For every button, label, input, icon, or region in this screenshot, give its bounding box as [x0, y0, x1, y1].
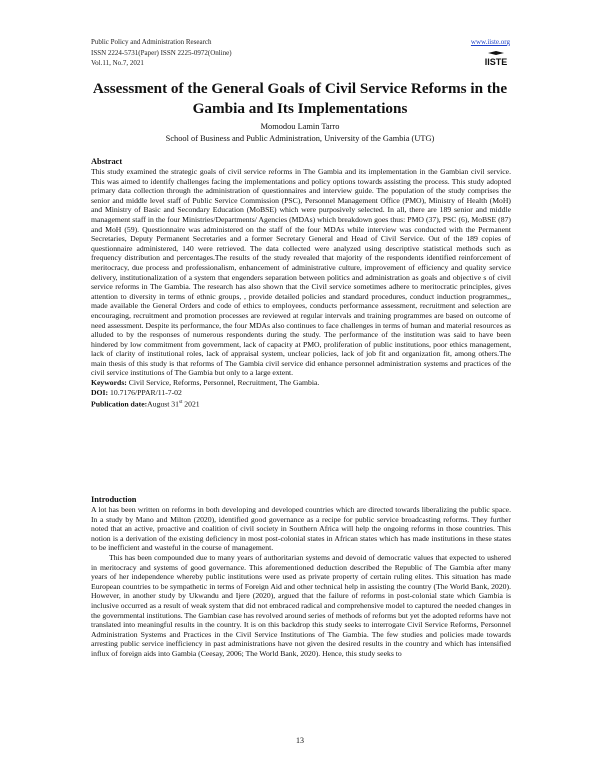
logo-text: IISTE [484, 57, 508, 67]
page-number: 13 [296, 736, 304, 745]
iiste-logo-icon [482, 51, 510, 67]
doi-label: DOI: [91, 387, 109, 397]
title-line-2: Gambia and Its Implementations [192, 100, 408, 117]
journal-name: Public Policy and Administration Research [91, 38, 212, 46]
doi-value[interactable]: 10.7176/PPAR/11-7-02 [108, 387, 182, 397]
introduction-paragraph-1: A lot has been written on reforms in both developing and developed countries which are directed towards liberalizing the public space. In a study by Mano and Milton (2020), identified good governance as a recipe for public service broadcasting reforms. They further noted that an active, proactive and coalition of civil society in Southern Africa will help the ongoing reforms in those countries. This notion is a derivation of the existing deficiency in most post-colonial states in African states which has made institutions in these states to be inefficient and wasteful in the course of management. [91, 505, 511, 553]
keywords-line [91, 378, 511, 388]
publication-date-line [91, 398, 511, 409]
volume-line: Vol.11, No.7, 2021 [91, 59, 144, 67]
website-link[interactable]: www.iiste.org [470, 38, 510, 46]
title-line-1: Assessment of the General Goals of Civil Service Reforms in the [92, 80, 508, 97]
paper-title [80, 79, 520, 119]
abstract-heading: Abstract [91, 157, 123, 166]
keywords-value: Civil Service, Reforms, Personnel, Recruitment, The Gambia. [126, 378, 320, 388]
abstract-section [91, 157, 511, 409]
publication-date-label: Publication date: [91, 399, 148, 409]
issn-line: ISSN 2224-5731(Paper) ISSN 2225-0972(Online) [91, 48, 232, 57]
introduction-paragraph-2: This has been compounded due to many years of authoritarian systems and devoid of democratic values that expected to ushered in meritocracy and systems of good governance. This aforementioned deduction described the Republic of The Gambia after many years of her independence whereby public institutions were used as private property of certain ruling elites. This situation has made European countries to be sympathetic in terms of Foreign Aid and other technical help in assisting the country (The World Bank, 2020). However, in another study by Ukwandu and Ijere (2020), argued that the failure of reforms in post-colonial state which Gambia is inclusive occurred as a result of weak system that did not embraced radical and comprehensive model to captured the needed changes in the governmental institutions. The Gambian case has revolved around series of methods of reforms but yet the adopted reforms have not translated into meaningful results in the country. It is on this backdrop this study seeks to interrogate Civil Service Reforms, Personnel Administration Systems and Practices in the Civil Service Institutions of The Gambia. The few studies and policies made towards arresting public service inefficiency in past administrations have not given the desired results in the country and which has intensified influx of foreign aids into Gambia (Ceesay, 2006; The World Bank, 2020). Hence, this study seeks to [91, 552, 511, 658]
abstract-text: This study examined the strategic goals of civil service reforms in The Gambia and its implementation in the Gambian civil service. This was aimed to identify challenges facing the implementations and policy options towards assisting the process. This study adopted primary data collection through the administration of questionnaires and interview guide. The population of the study comprises the senior and middle level staff of Public Service Commission (PSC), Personnel Management Office (PMO), Ministry of Health (MoH) and Ministry of Basic and Secondary Education (MoBSE) which were purposively selected. In all, there are 189 senior and middle management staff in the four Ministries/Departments/ Agencies (MDAs) which breakdown goes thus: PMO (37), PSC (6), MoBSE (87) and MoH (59). Questionnaire was administered on the staff of the four MDAs while interview was conducted with the Permanent Secretaries, Deputy Permanent Secretaries and a former Secretary General and Head of Civil Service. Out of the 189 copies of questionnaire administered, 140 were retrieved. The data collected were analyzed using descriptive statistical methods such as frequency distribution and percentages.The results of the study revealed that majority of the respondents identified reinforcement of meritocracy, due process and professionalism, enhancement of administrative culture, improvement of efficiency and quality service delivery, institutionalization of a system that engenders separation between politics and administration as goals and objective s of civil service reforms in The Gambia. The research has also shown that the Civil service sometimes adhere to meritocratic principles, gives attention to diversity in terms of ethnic groups, , provide detailed policies and standard procedures, conduct induction programmes,, made available the General Orders and code of ethics to employees, conducts performance assessment, recruitment and selection are encouraging, recruitment and promotion processes are reviewed at regular intervals and training programmes are based on outcome of need assessment. Despite its performance, the four MDAs also continues to face challenges in terms of human and material resources as alluded to by the responses of numerous respondents during the study. The performance of the institution was said to have been hindered by low commitment from government, lack of capacity at PMO, proliferation of public institutions, poor ethics management, lack of clarity of institutional roles, lack of appraisal system, unclear policies, lack of job fit and organization fit, among others.The main thesis of this study is that reforms of The Gambia civil service did enhance personnel administration systems and practices of the civil service institutions of The Gambia but only to a large extent. [91, 167, 511, 378]
introduction-heading: Introduction [91, 495, 137, 504]
introduction-section [91, 495, 511, 659]
journal-header [91, 37, 232, 69]
doi-line [91, 388, 511, 398]
keywords-label: Keywords: [91, 378, 127, 388]
publication-date-value: August 31 [147, 399, 179, 409]
author-block [80, 121, 520, 145]
journal-website-block [471, 37, 510, 67]
author-affiliation: School of Business and Public Administration, University of the Gambia (UTG) [165, 134, 435, 143]
publication-date-year: 2021 [182, 399, 200, 409]
publication-date-sup: st [179, 399, 183, 405]
author-name: Momodou Lamin Tarro [260, 122, 340, 131]
